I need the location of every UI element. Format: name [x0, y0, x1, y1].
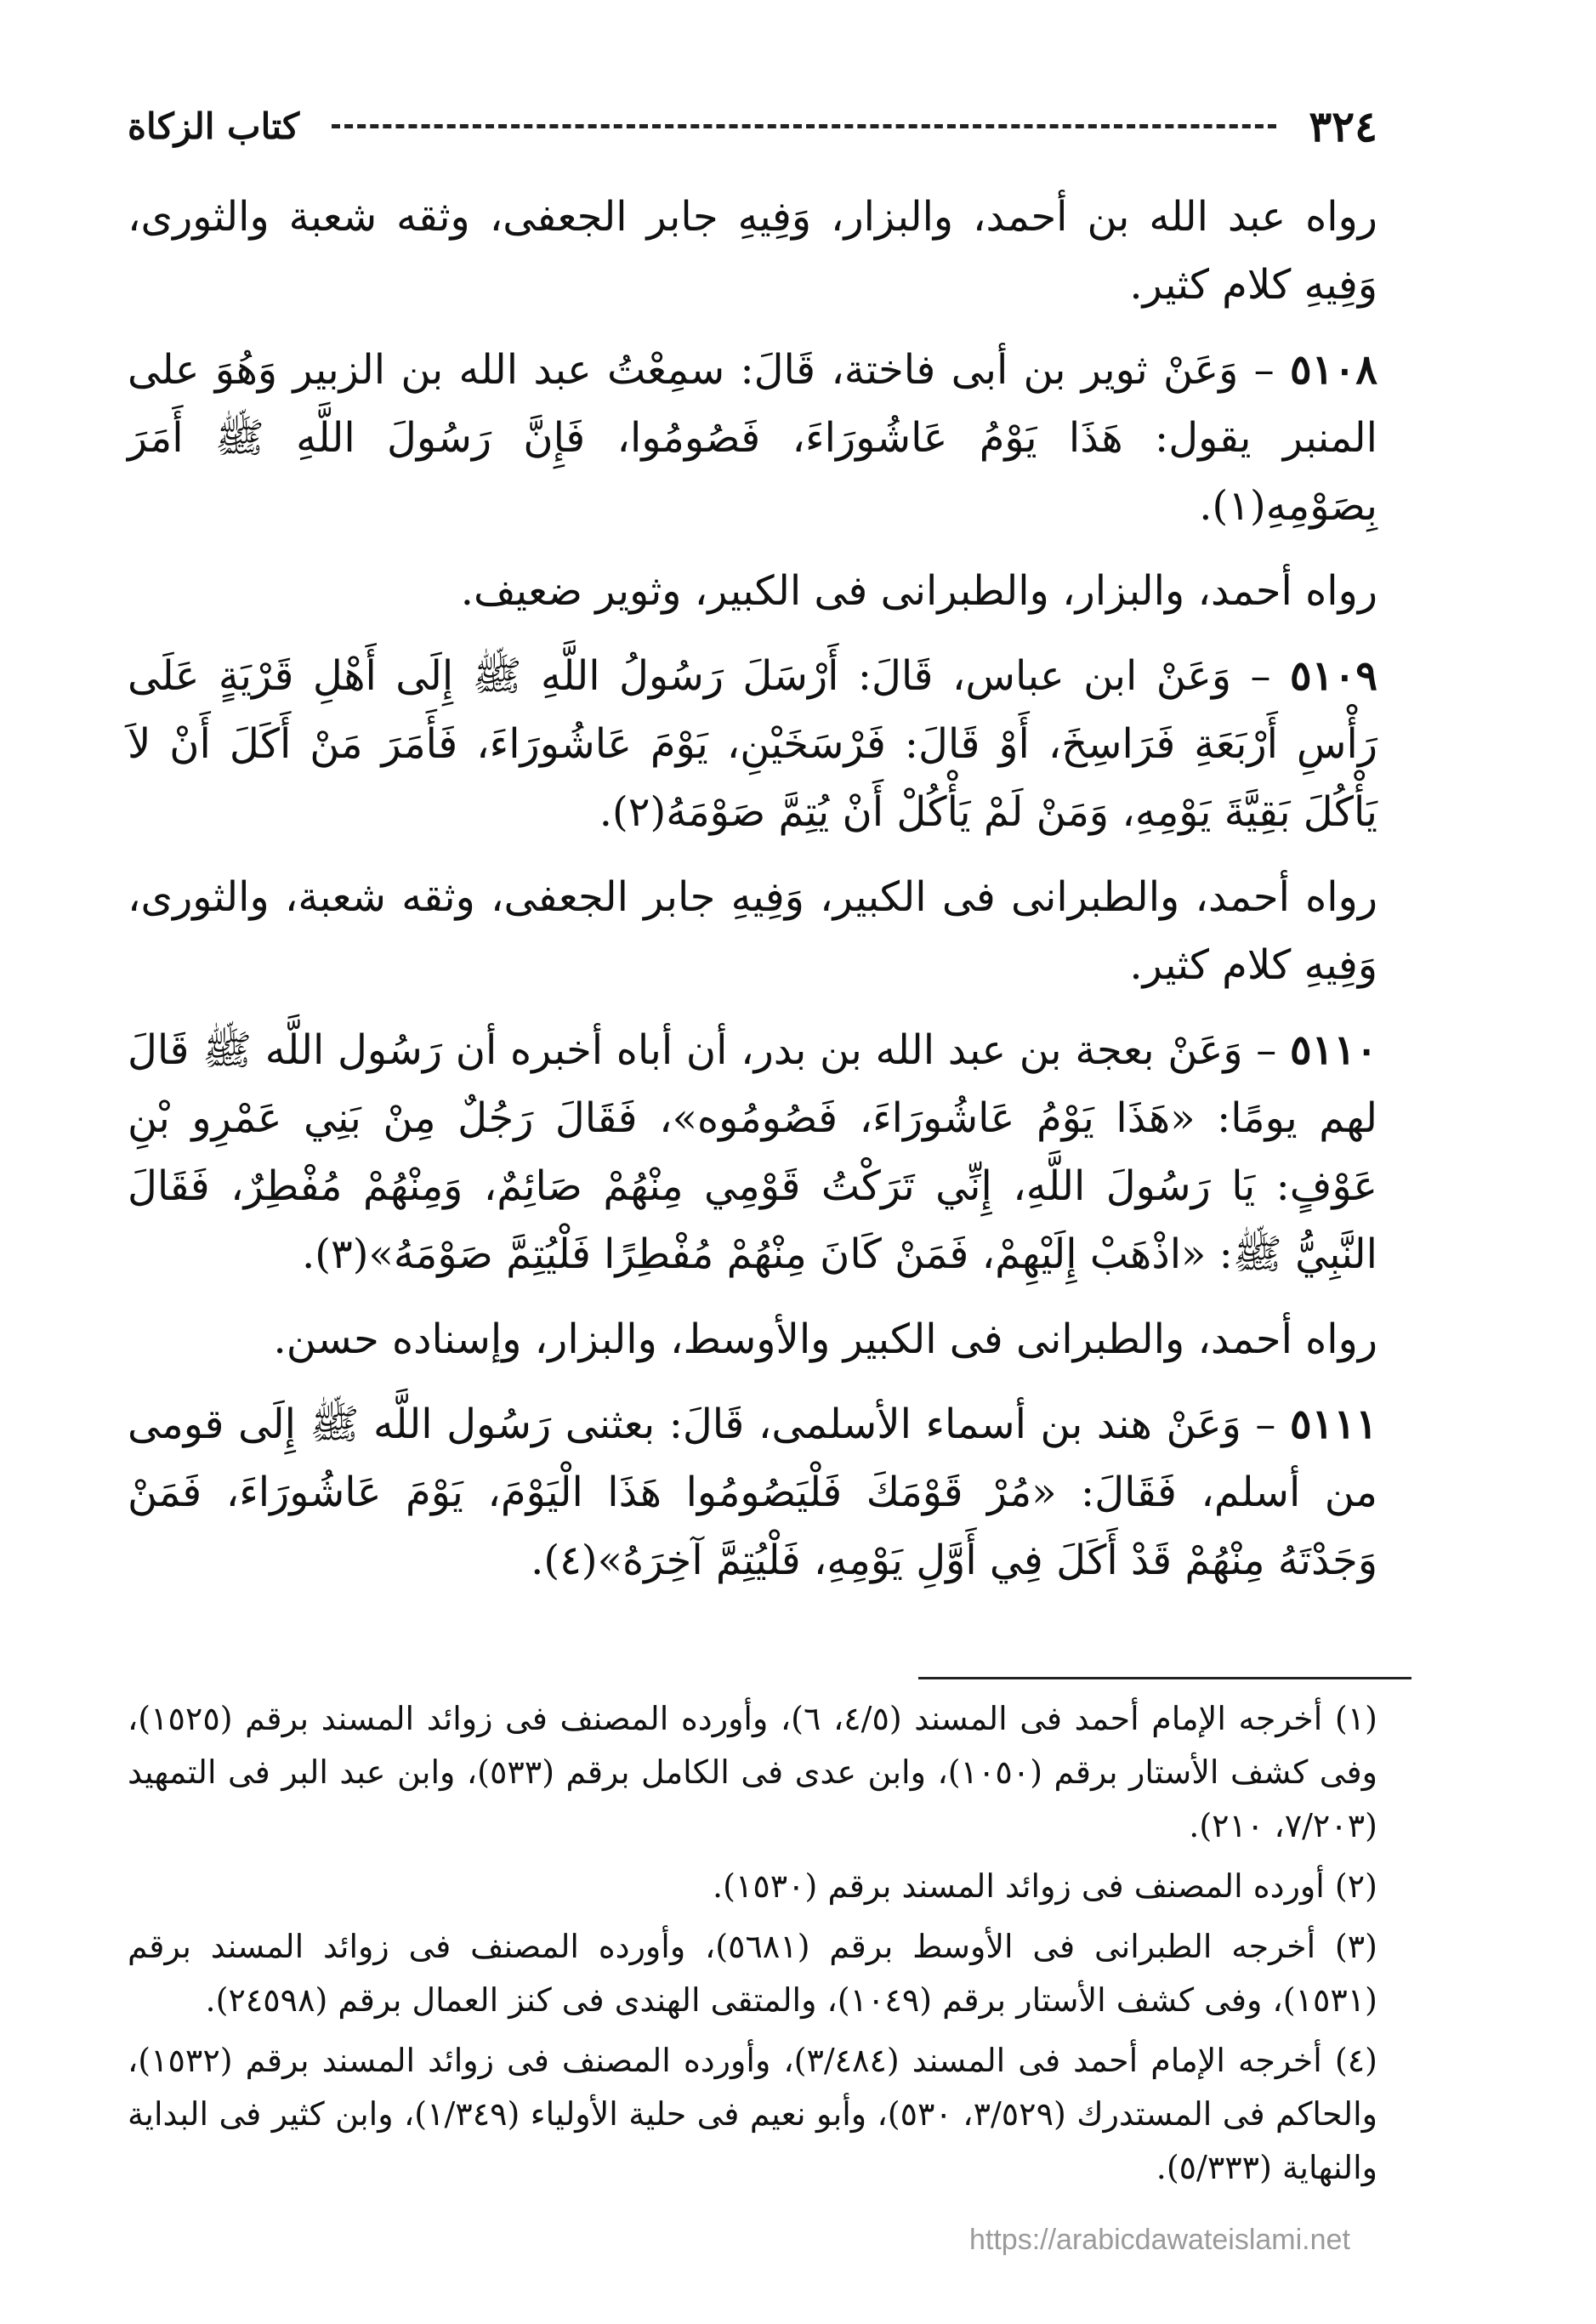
narration-paragraph: رواه أحمد، والطبرانى فى الكبير والأوسط، والبزار، وإسناده حسن.	[273, 1315, 1377, 1363]
hadith-number: ٥١٠٩	[1289, 652, 1377, 700]
book-title: كتاب الزكاة	[128, 105, 300, 147]
hadith-5109: ٥١٠٩ – وَعَنْ ابن عباس، قَالَ: أَرْسَلَ رَسُولُ اللَّهِ ﷺ إِلَى أَهْلِ قَرْيَةٍ عَلَى رَأْسِ أَرْبَعَةِ فَرَاسِخَ، أَوْ قَالَ: فَرْسَخَيْنِ، يَوْمَ عَاشُورَاءَ، فَأَمَرَ مَنْ أَكَلَ أَنْ لاَ يَأْكُلَ بَقِيَّةَ يَوْمِهِ، وَمَنْ لَمْ يَأْكُلْ أَنْ يُتِمَّ صَوْمَهُ(٢).	[128, 652, 1377, 836]
hadith-number: ٥١١١	[1289, 1401, 1377, 1448]
narration-paragraph: رواه عبد الله بن أحمد، والبزار، وَفِيهِ جابر الجعفى، وثقه شعبة والثورى، وَفِيهِ كلام كثير.	[128, 193, 1377, 309]
narration-paragraph: رواه أحمد، والبزار، والطبرانى فى الكبير، وثوير ضعيف.	[460, 567, 1377, 615]
hadith-5108: ٥١٠٨ – وَعَنْ ثوير بن أبى فاختة، قَالَ: سمِعْتُ عبد الله بن الزبير وَهُوَ على المنبر يقول: هَذَا يَوْمُ عَاشُورَاءَ، فَصُومُوا، فَإِنَّ رَسُولَ اللَّهِ ﷺ أَمَرَ بِصَوْمِهِ(١).	[128, 346, 1377, 530]
hadith-5111: ٥١١١ – وَعَنْ هند بن أسماء الأسلمى، قَالَ: بعثنى رَسُول اللَّه ﷺ إِلَى قومى من أسلم، فَقَالَ: «مُرْ قَوْمَكَ فَلْيَصُومُوا هَذَا الْيَوْمَ، يَوْمَ عَاشُورَاءَ، فَمَنْ وَجَدْتَهُ مِنْهُمْ قَدْ أَكَلَ فِي أَوَّلِ يَوْمِهِ، فَلْيُتِمَّ آخِرَهُ»(٤).	[128, 1401, 1377, 1584]
footnote-2: (٢) أورده المصنف فى زوائد المسند برقم (١٥٣٠).	[713, 1867, 1377, 1905]
hadith-number: ٥١١٠	[1289, 1026, 1377, 1074]
main-text	[128, 183, 1377, 1611]
footnote-separator	[918, 1677, 1411, 1679]
page-header	[128, 100, 1377, 151]
page-number: ٣٢٤	[1309, 100, 1377, 151]
watermark-url: https://arabicdawateislami.net	[969, 2224, 1350, 2256]
hadith-5110: ٥١١٠ – وَعَنْ بعجة بن عبد الله بن بدر، أن أباه أخبره أن رَسُول اللَّه ﷺ قَالَ لهم يومًا: «هَذَا يَوْمُ عَاشُورَاءَ، فَصُومُوه»، فَقَالَ رَجُلٌ مِنْ بَنِي عَمْرِو بْنِ عَوْفٍ: يَا رَسُولَ اللَّهِ، إِنِّي تَرَكْتُ قَوْمِي مِنْهُمْ صَائِمٌ، وَمِنْهُمْ مُفْطِرٌ، فَقَالَ النَّبِيُّ ﷺ: «اذْهَبْ إِلَيْهِمْ، فَمَنْ كَانَ مِنْهُمْ مُفْطِرًا فَلْيُتِمَّ صَوْمَهُ»(٣).	[128, 1026, 1377, 1278]
header-dashed-rule	[332, 124, 1276, 128]
footnote-1: (١) أخرجه الإمام أحمد فى المسند (٤/٥، ٦)، وأورده المصنف فى زوائد المسند برقم (١٥٢٥)، وفى كشف الأستار برقم (١٠٥٠)، وابن عدى فى الكامل برقم (٥٣٣)، وابن عبد البر فى التمهيد (٧/٢٠٣، ٢١٠).	[128, 1700, 1377, 1844]
footnote-3: (٣) أخرجه الطبرانى فى الأوسط برقم (٥٦٨١)، وأورده المصنف فى زوائد المسند برقم (١٥٣١)، وفى كشف الأستار برقم (١٠٤٩)، والمتقى الهندى فى كنز العمال برقم (٢٤٥٩٨).	[128, 1928, 1377, 2019]
footnote-4: (٤) أخرجه الإمام أحمد فى المسند (٣/٤٨٤)، وأورده المصنف فى زوائد المسند برقم (١٥٣٢)، والحاكم فى المستدرك (٣/٥٢٩، ٥٣٠)، وأبو نعيم فى حلية الأولياء (١/٣٤٩)، وابن كثير فى البداية والنهاية (٥/٣٣٣).	[128, 2042, 1378, 2186]
footnotes	[128, 1692, 1377, 2202]
hadith-number: ٥١٠٨	[1289, 346, 1377, 394]
narration-paragraph: رواه أحمد، والطبرانى فى الكبير، وَفِيهِ جابر الجعفى، وثقه شعبة، والثورى، وَفِيهِ كلام كثير.	[128, 873, 1377, 989]
